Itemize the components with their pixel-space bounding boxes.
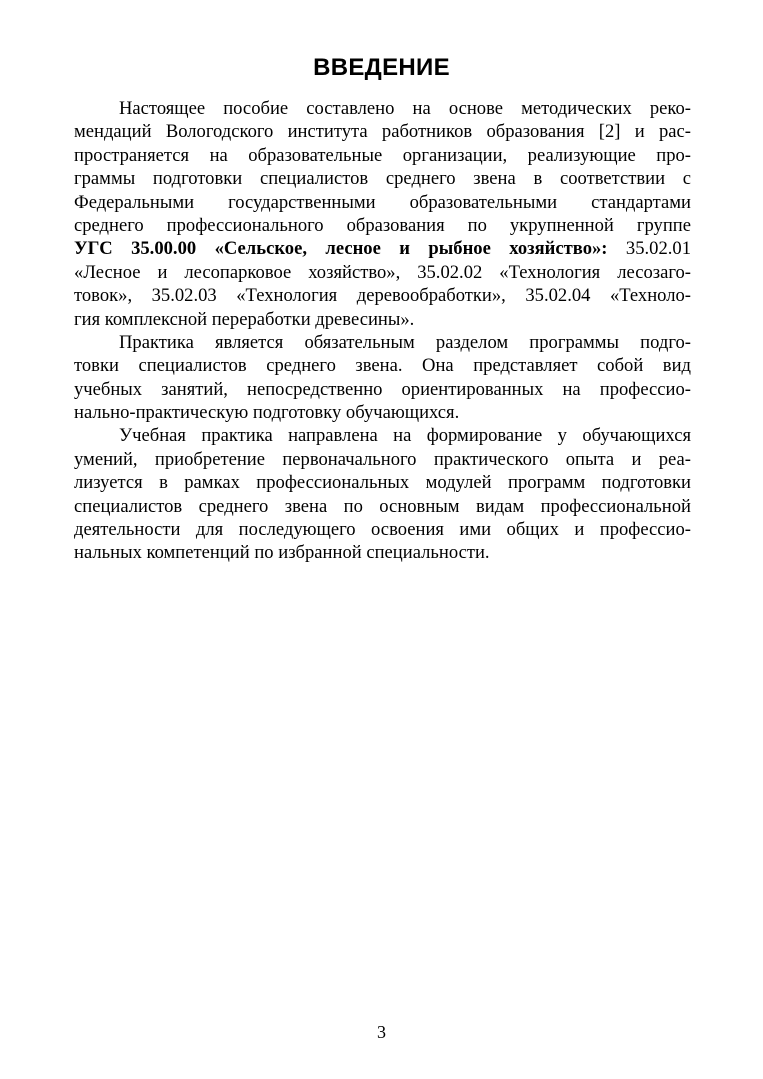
text-line: «Лесное и лесопарковое хозяйство», 35.02.02 «Технология лесозаго- — [74, 261, 691, 283]
text-line: деятельности для последующего освоения ими общих и профессио- — [74, 519, 691, 541]
text-line: учебных занятий, непосредственно ориентированных на профессио- — [74, 378, 691, 400]
text-line: Федеральными государственными образовательными стандартами — [74, 191, 691, 213]
paragraph-2 — [74, 331, 691, 425]
text-line-with-bold — [74, 237, 691, 260]
text-line: среднего профессионального образования по укрупненной группе — [74, 214, 691, 236]
text-line: лизуется в рамках профессиональных модулей программ подготовки — [74, 472, 691, 494]
bold-program-group: УГС 35.00.00 «Сельское, лесное и рыбное хозяйство»: — [74, 238, 608, 260]
paragraph-1 — [74, 97, 691, 331]
text-segment: 35.02.01 — [607, 238, 691, 260]
page-number: 3 — [377, 1022, 386, 1042]
text-line: Настоящее пособие составлено на основе методических реко- — [119, 98, 691, 119]
text-line: умений, приобретение первоначального практического опыта и реа- — [74, 448, 691, 470]
text-line: специалистов среднего звена по основным видам профессиональной — [74, 495, 691, 517]
page-title: ВВЕДЕНИЕ — [313, 54, 450, 81]
text-line: товок», 35.02.03 «Технология деревообработки», 35.02.04 «Техноло- — [74, 285, 691, 307]
text-line: пространяется на образовательные организации, реализующие про- — [74, 144, 691, 166]
text-line: нально-практическую подготовку обучающихся. — [74, 402, 460, 424]
text-line: нальных компетенций по избранной специальности. — [74, 542, 490, 564]
body-text — [74, 97, 691, 565]
text-line: мендаций Вологодского института работников образования [2] и рас- — [74, 121, 691, 143]
paragraph-3 — [74, 424, 691, 564]
text-line: Учебная практика направлена на формирование у обучающихся — [119, 425, 691, 447]
text-line: гия комплексной переработки древесины». — [74, 308, 415, 330]
text-line: товки специалистов среднего звена. Она представляет собой вид — [74, 355, 691, 377]
text-line: Практика является обязательным разделом программы подго- — [119, 331, 691, 353]
text-line: граммы подготовки специалистов среднего звена в соответствии с — [74, 168, 691, 190]
